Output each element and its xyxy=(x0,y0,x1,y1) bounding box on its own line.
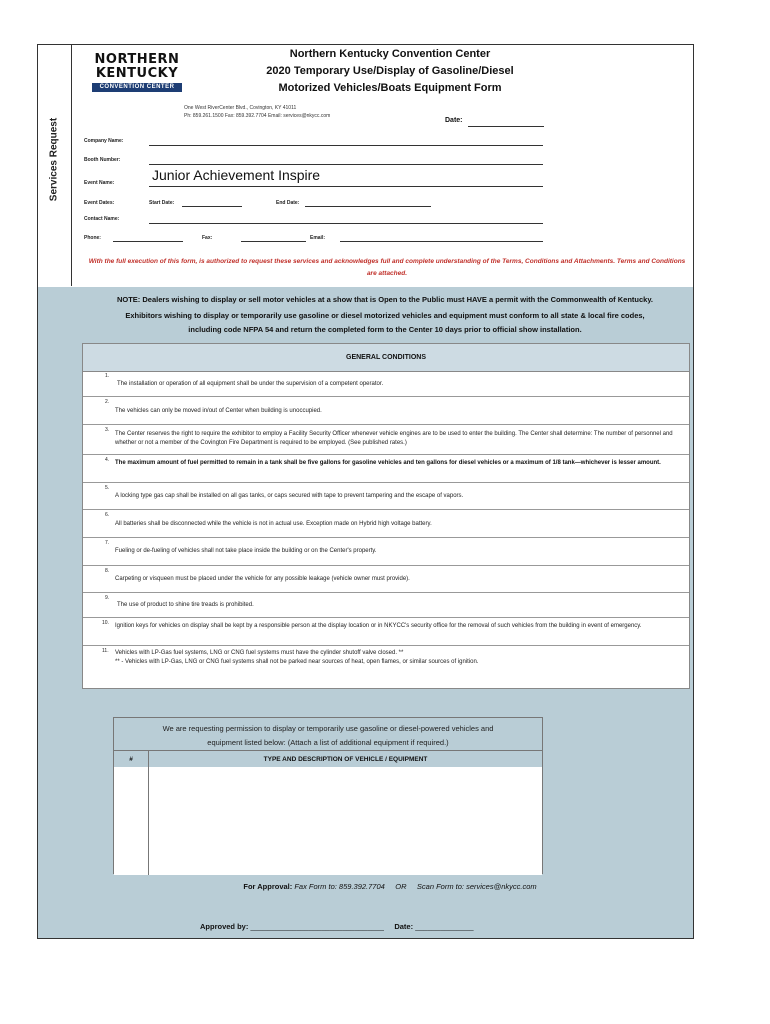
approval-fax: Fax Form to: 859.392.7704 xyxy=(294,882,385,891)
column-number-header: # xyxy=(114,751,149,768)
event-dates-label: Event Dates: xyxy=(84,200,115,206)
request-statement: We are requesting permission to display or temporarily use gasoline or diesel-powered vehicles and equipment listed below: (Attach a list of additional equipment if required.) xyxy=(162,724,494,747)
form-title xyxy=(200,46,580,97)
general-conditions-table xyxy=(82,343,690,689)
event-name-value: Junior Achievement Inspire xyxy=(152,167,321,183)
condition-row: 10. Ignition keys for vehicles on display shall be kept by a responsible person at the display location or in NKYCC's security office for the removal of such vehicles from the building in event of emergency. xyxy=(83,618,689,646)
approval-label: For Approval: xyxy=(243,882,293,891)
event-name-field[interactable] xyxy=(149,186,543,187)
date-field[interactable] xyxy=(468,126,544,127)
services-request-sidebar xyxy=(37,44,72,286)
condition-row: 3. The Center reserves the right to require the exhibitor to employ a Facility Security Officer whenever vehicle engines are to be used to enter the building. The Center shall determine: The number of personnel and whether or not a member of the Covington Fire Department is required to be employed. (See published rates.) xyxy=(83,425,689,455)
approved-by-field[interactable]: ________________________________ xyxy=(250,922,384,931)
contact-name-label: Contact Name: xyxy=(84,216,120,222)
company-name-field[interactable] xyxy=(149,145,543,146)
booth-number-label: Booth Number: xyxy=(84,157,121,163)
approval-instructions xyxy=(160,882,620,891)
condition-row: 8. Carpeting or visqueen must be placed under the vehicle for any possible leakage (vehicle owner must provide). xyxy=(83,566,689,593)
equipment-row[interactable] xyxy=(114,767,542,804)
condition-row: 4. The maximum amount of fuel permitted to remain in a tank shall be five gallons for gasoline vehicles and ten gallons for diesel vehicles or a maximum of 1/8 tank—whichever is lesser amount. xyxy=(83,455,689,483)
equipment-request-table xyxy=(113,717,543,874)
authorization-statement: With the full execution of this form, is authorized to request these services and acknowledges full and complete understanding of the Terms, Conditions and Attachments. Terms and Conditions are attached. xyxy=(88,258,686,277)
email-field[interactable] xyxy=(340,241,543,242)
address-block: One West RiverCenter Blvd., Covington, KY 41011 Ph: 859.261.1500 Fax: 859.392.7704 Email: services@nkycc.com xyxy=(184,105,331,119)
title-line-1: Northern Kentucky Convention Center xyxy=(289,48,491,60)
company-name-label: Company Name: xyxy=(84,138,124,144)
side-label: Services Request xyxy=(48,117,60,202)
condition-row: 1. The installation or operation of all equipment shall be under the supervision of a competent operator. xyxy=(83,371,689,397)
condition-row: 7. Fueling or de-fueling of vehicles shall not take place inside the building or on the Center's property. xyxy=(83,538,689,566)
nkycc-logo: NORTHERN KENTUCKY CONVENTION CENTER xyxy=(92,53,182,97)
phone-field[interactable] xyxy=(113,241,183,242)
date-label: Date: xyxy=(445,117,463,124)
title-line-3: Motorized Vehicles/Boats Equipment Form xyxy=(278,82,502,94)
approval-or: OR xyxy=(395,882,407,891)
start-date-field[interactable] xyxy=(182,206,242,207)
fax-label: Fax: xyxy=(202,235,213,241)
equipment-row[interactable] xyxy=(114,803,542,840)
condition-row: 9. The use of product to shine tire treads is prohibited. xyxy=(83,593,689,618)
dealer-note: NOTE: Dealers wishing to display or sell motor vehicles at a show that is Open to the Public must HAVE a permit with the Commonwealth of Kentucky. Exhibitors wishing to display or temporarily use gasoline or diesel motorized vehicles and equipment must conform to all state & local fire codes, including code NFPA 54 and return the completed form to the Center 10 days prior to official show installation. xyxy=(116,295,654,334)
column-type-header: TYPE AND DESCRIPTION OF VEHICLE / EQUIPMENT xyxy=(263,756,428,763)
end-date-label: End Date: xyxy=(276,200,300,206)
start-date-label: Start Date: xyxy=(149,200,175,206)
end-date-field[interactable] xyxy=(305,206,431,207)
title-line-2: 2020 Temporary Use/Display of Gasoline/Diesel xyxy=(266,65,514,77)
approved-by-line xyxy=(200,922,474,931)
event-name-label: Event Name: xyxy=(84,180,115,186)
equipment-row[interactable] xyxy=(114,839,542,875)
condition-row: 11. Vehicles with LP-Gas fuel systems, LNG or CNG fuel systems must have the cylinder shutoff valve closed. ** ** - Vehicles with LP-Gas, LNG or CNG fuel systems shall not be parked near sources of heat, open flames, or similar sources of ignition. xyxy=(102,648,479,665)
booth-number-field[interactable] xyxy=(149,164,543,165)
approved-date-field[interactable]: ______________ xyxy=(415,922,474,931)
condition-row: 6. All batteries shall be disconnected while the vehicle is not in actual use. Exception made on Hybrid high voltage battery. xyxy=(83,510,689,538)
phone-label: Phone: xyxy=(84,235,101,241)
email-label: Email: xyxy=(310,235,326,241)
condition-row: 5. A locking type gas cap shall be installed on all gas tanks, or caps secured with tape to prevent tampering and the escape of vapors. xyxy=(83,483,689,510)
approved-date-label: Date: xyxy=(394,922,414,931)
approval-scan: Scan Form to: services@nkycc.com xyxy=(416,882,537,891)
fax-field[interactable] xyxy=(241,241,306,242)
general-conditions-header: GENERAL CONDITIONS xyxy=(83,344,689,372)
condition-row: 2. The vehicles can only be moved in/out of Center when building is unoccupied. xyxy=(83,397,689,425)
approved-by-label: Approved by: xyxy=(200,922,249,931)
contact-name-field[interactable] xyxy=(149,223,543,224)
